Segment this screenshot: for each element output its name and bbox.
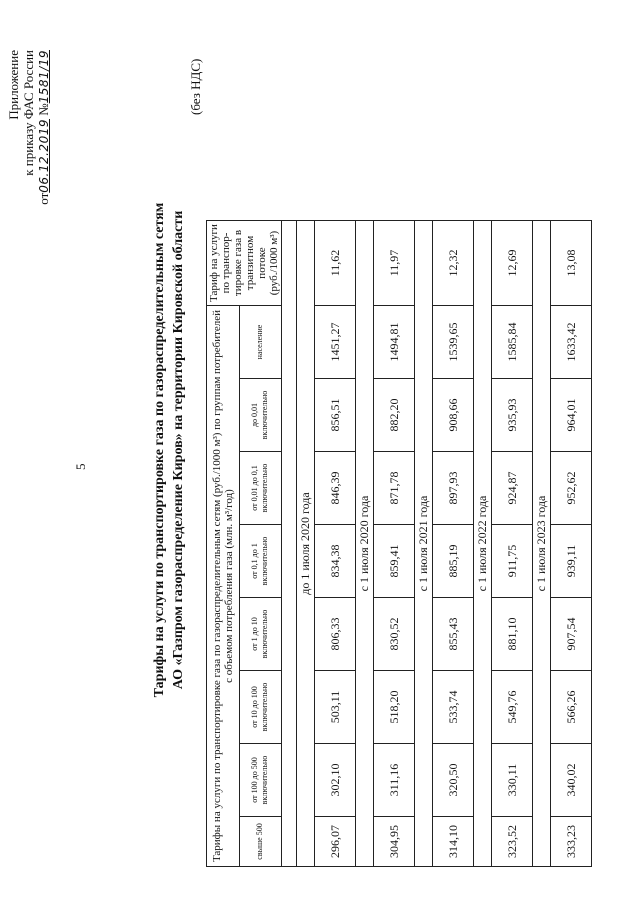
table-cell: 566,26	[551, 671, 592, 744]
table-row	[551, 221, 592, 867]
table-cell: 964,01	[551, 379, 592, 452]
column-header: от 0,01 до 0,1 включительно	[239, 452, 281, 525]
table-cell: 323,52	[492, 817, 533, 867]
document-title	[150, 25, 188, 875]
period-label: с 1 июля 2020 года	[356, 221, 374, 867]
period-label: с 1 июля 2021 года	[415, 221, 433, 867]
table-row	[492, 221, 533, 867]
date-prefix: от	[36, 192, 51, 205]
table-cell: 939,11	[551, 525, 592, 598]
handwritten-date: 06.12.2019	[37, 119, 51, 193]
transit-header: Тариф на услуги по транспор-тировке газа в транзитном потоке (руб./1000 м³)	[207, 221, 282, 306]
table-cell: 952,62	[551, 452, 592, 525]
tariff-table	[206, 220, 592, 867]
table-cell: 871,78	[374, 452, 415, 525]
handwritten-number: 1581/19	[37, 50, 51, 104]
table-cell: 11,97	[374, 221, 415, 306]
table-cell: 304,95	[374, 817, 415, 867]
period-row	[297, 221, 315, 867]
table-cell: 846,39	[315, 452, 356, 525]
table-cell: 314,10	[433, 817, 474, 867]
table-cell: 330,11	[492, 744, 533, 817]
table-cell: 320,50	[433, 744, 474, 817]
table-cell: 935,93	[492, 379, 533, 452]
table-cell: 907,54	[551, 598, 592, 671]
spacer-cell	[282, 221, 297, 867]
period-label: с 1 июля 2023 года	[533, 221, 551, 867]
period-row	[415, 221, 433, 867]
table-row	[374, 221, 415, 867]
table-cell: 533,74	[433, 671, 474, 744]
table-cell: 1585,84	[492, 306, 533, 379]
appendix-date-line	[36, 50, 52, 290]
table-cell: 518,20	[374, 671, 415, 744]
page-number: 5	[73, 463, 88, 470]
table-cell: 855,43	[433, 598, 474, 671]
table-cell: 859,41	[374, 525, 415, 598]
table-cell: 11,62	[315, 221, 356, 306]
table-cell: 1633,42	[551, 306, 592, 379]
period-row	[474, 221, 492, 867]
table-cell: 911,75	[492, 525, 533, 598]
table-cell: 885,19	[433, 525, 474, 598]
vat-note: (без НДС)	[188, 58, 203, 115]
table-cell: 1494,81	[374, 306, 415, 379]
period-label: до 1 июля 2020 года	[297, 221, 315, 867]
column-header: население	[239, 306, 281, 379]
table-cell: 1451,27	[315, 306, 356, 379]
period-label: с 1 июля 2022 года	[474, 221, 492, 867]
table-cell: 881,10	[492, 598, 533, 671]
column-header: от 1 до 10 включительно	[239, 598, 281, 671]
table-cell: 12,69	[492, 221, 533, 306]
table-cell: 13,08	[551, 221, 592, 306]
table-row	[315, 221, 356, 867]
column-header: свыше 500	[239, 817, 281, 867]
period-row	[356, 221, 374, 867]
period-row	[533, 221, 551, 867]
table-cell: 1539,65	[433, 306, 474, 379]
table-cell: 12,32	[433, 221, 474, 306]
table-cell: 311,16	[374, 744, 415, 817]
group-header: Тарифы на услуги по транспортировке газа по газораспределительным сетям (руб./1000 м³) по группам потребителей с объемом потребления газа (млн. м³/год)	[207, 306, 240, 867]
appendix-order-ref: к приказу ФАС России	[21, 50, 36, 176]
table-cell: 302,10	[315, 744, 356, 817]
table-cell: 549,76	[492, 671, 533, 744]
table-row	[433, 221, 474, 867]
column-header: от 10 до 100 включительно	[239, 671, 281, 744]
column-header: от 0,1 до 1 включительно	[239, 525, 281, 598]
column-header: от 100 до 500 включительно	[239, 744, 281, 817]
table-cell: 882,20	[374, 379, 415, 452]
column-header: до 0,01 включительно	[239, 379, 281, 452]
table-cell: 834,38	[315, 525, 356, 598]
title-line-2: АО «Газпром газораспределение Киров» на территории Кировской области	[171, 210, 186, 690]
appendix-label: Приложение	[6, 50, 21, 120]
table-cell: 924,87	[492, 452, 533, 525]
table-cell: 830,52	[374, 598, 415, 671]
table-cell: 296,07	[315, 817, 356, 867]
table-cell: 908,66	[433, 379, 474, 452]
table-cell: 806,33	[315, 598, 356, 671]
title-line-1: Тарифы на услуги по транспортировке газа по газораспределительным сетям	[152, 202, 167, 698]
table-cell: 856,51	[315, 379, 356, 452]
appendix-block	[6, 50, 52, 290]
table-cell: 503,11	[315, 671, 356, 744]
table-cell: 340,02	[551, 744, 592, 817]
table-cell: 333,23	[551, 817, 592, 867]
number-prefix: №	[36, 103, 51, 116]
spacer-row	[282, 221, 297, 867]
table-cell: 897,93	[433, 452, 474, 525]
